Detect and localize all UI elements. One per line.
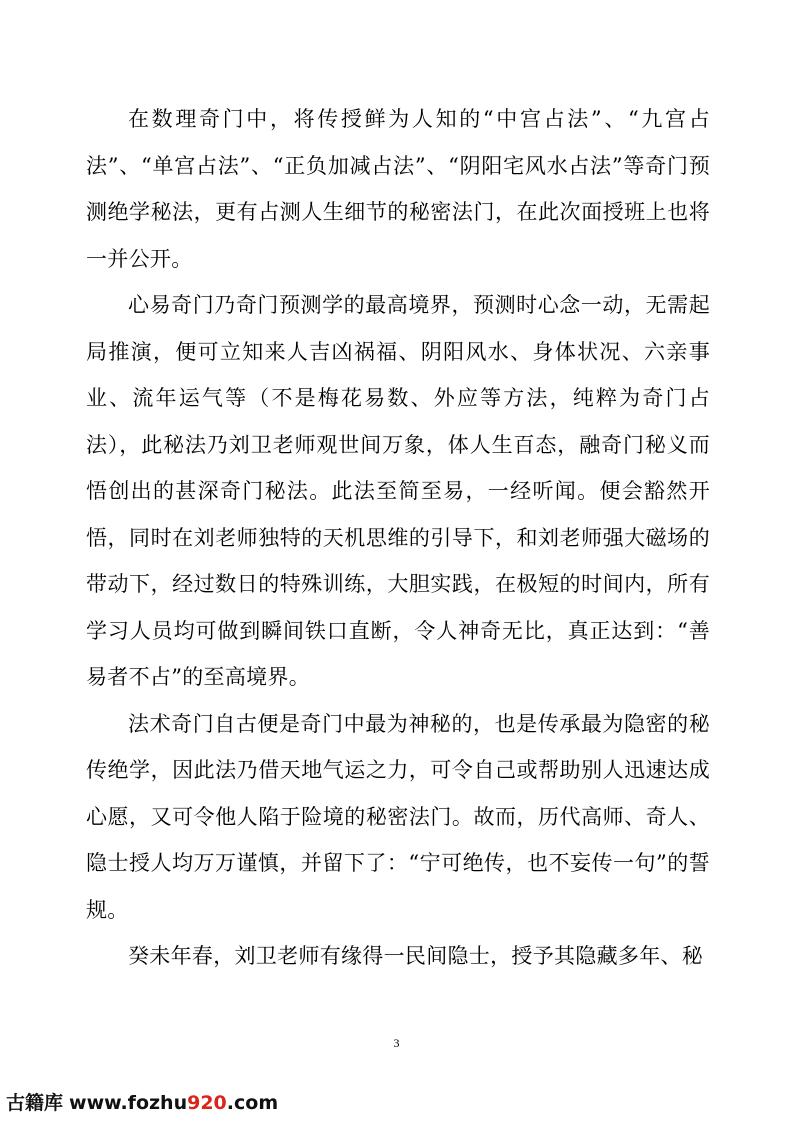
document-body [86,96,710,980]
watermark-url-number: 920 [187,1092,227,1114]
site-watermark [6,1088,278,1115]
page-number: 3 [393,1036,400,1050]
paragraph-3: 法术奇门自古便是奇门中最为神秘的，也是传承最为隐密的秘传绝学，因此法乃借天地气运之力，可令自己或帮助别人迅速达成心愿，又可令他人陷于险境的秘密法门。故而，历代高师、奇人、隐士授人均万万谨慎，并留下了：“宁可绝传，也不妄传一句”的誓规。 [86,711,710,922]
paragraph-4: 癸未年春，刘卫老师有缘得一民间隐士，授予其隐藏多年、秘 [128,944,704,968]
watermark-url-prefix: www.fozhu [69,1092,188,1114]
watermark-url-suffix: .com [226,1092,279,1114]
paragraph-1: 在数理奇门中，将传授鲜为人知的“中宫占法”、“九宫占法”、“单宫占法”、“正负加减占法”、“阴阳宅风水占法”等奇门预测绝学秘法，更有占测人生细节的秘密法门，在此次面授班上也将一并公开。 [86,107,710,271]
paragraph-2: 心易奇门乃奇门预测学的最高境界，预测时心念一动，无需起局推演，便可立知来人吉凶祸福、阴阳风水、身体状况、六亲事业、流年运气等（不是梅花易数、外应等方法，纯粹为奇门占法），此秘法乃刘卫老师观世间万象，体人生百态，融奇门秘义而悟创出的甚深奇门秘法。此法至简至易，一经听闻。便会豁然开悟，同时在刘老师独特的天机思维的引导下，和刘老师强大磁场的带动下，经过数日的特殊训练，大胆实践，在极短的时间内，所有学习人员均可做到瞬间铁口直断，令人神奇无比，真正达到：“善易者不占”的至高境界。 [86,293,710,689]
watermark-site-name: 古籍库 [6,1092,64,1114]
